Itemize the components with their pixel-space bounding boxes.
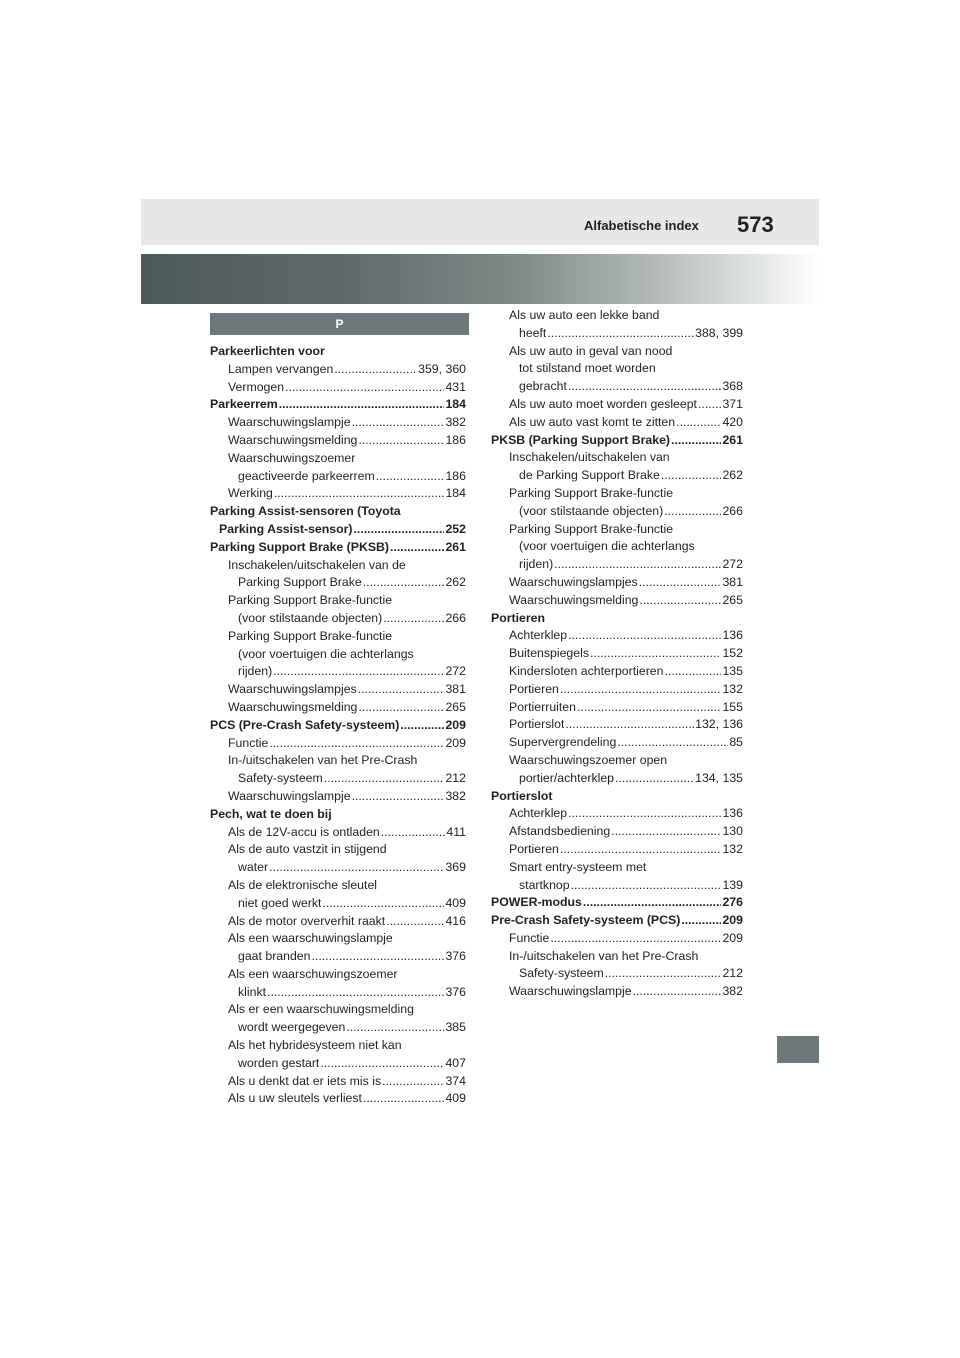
dot-leader — [279, 396, 445, 414]
index-entry-text: Smart entry-systeem met — [509, 859, 647, 874]
index-entry — [491, 325, 743, 343]
index-entry-text: Parking Assist-sensor) — [219, 521, 353, 536]
index-entry — [491, 699, 743, 717]
index-entry — [491, 645, 743, 663]
dot-leader — [324, 770, 445, 788]
index-entry — [210, 717, 466, 735]
index-entry-text: Als een waarschuwingslampje — [228, 931, 393, 946]
index-entry — [491, 752, 743, 770]
index-entry-text: Waarschuwingslampjes — [509, 574, 638, 589]
index-entry — [210, 379, 466, 397]
index-entry — [210, 343, 466, 361]
index-entry — [210, 592, 466, 610]
dot-leader — [590, 645, 721, 663]
index-entry — [210, 485, 466, 503]
index-entry — [491, 307, 743, 325]
index-entry-text: Als uw auto moet worden gesleept — [509, 396, 697, 411]
index-entry-text: Waarschuwingslampjes — [228, 682, 357, 697]
index-entry — [491, 467, 743, 485]
index-entry-page: 132 — [722, 681, 743, 696]
dot-leader — [386, 913, 444, 931]
index-entry — [210, 361, 466, 379]
index-entry — [491, 716, 743, 734]
index-entry — [210, 1001, 466, 1019]
index-entry — [210, 414, 466, 432]
index-entry-text: POWER-modus — [491, 895, 582, 910]
index-entry — [491, 574, 743, 592]
index-entry-page: 272 — [445, 664, 466, 679]
index-entry-page: 369 — [445, 860, 466, 875]
index-entry — [210, 895, 466, 913]
dot-leader — [547, 325, 694, 343]
index-entry — [210, 735, 466, 753]
index-entry-page: 276 — [722, 895, 743, 910]
index-entry-page: 184 — [445, 486, 466, 501]
index-entry — [491, 610, 743, 628]
index-entry — [491, 894, 743, 912]
index-entry — [491, 841, 743, 859]
dot-leader — [583, 894, 722, 912]
index-entry — [210, 752, 466, 770]
dot-leader — [568, 627, 721, 645]
index-entry-text: Afstandsbediening — [509, 824, 611, 839]
index-entry — [491, 503, 743, 521]
index-entry-page: 411 — [446, 824, 466, 839]
index-entry — [210, 468, 466, 486]
index-entry — [491, 788, 743, 806]
index-entry-text: (voor voertuigen die achterlangs — [238, 646, 414, 661]
index-entry-text: Als de auto vastzit in stijgend — [228, 842, 387, 857]
dot-leader — [320, 1055, 444, 1073]
dot-leader — [358, 432, 444, 450]
index-entry-text: Portierslot — [509, 717, 565, 732]
index-entry — [210, 557, 466, 575]
index-entry — [491, 859, 743, 877]
index-entry-page: 262 — [722, 468, 743, 483]
index-entry-text: heeft — [519, 325, 547, 340]
index-entry-text: Supervergrendeling — [509, 735, 617, 750]
index-entry-text: Pre-Crash Safety-systeem (PCS) — [491, 913, 681, 928]
index-entry-page: 186 — [445, 432, 466, 447]
index-entry-page: 209 — [722, 913, 743, 928]
index-entry-text: Inschakelen/uitschakelen van de — [228, 557, 406, 572]
dot-leader — [273, 663, 444, 681]
index-entry-text: tot stilstand moet worden — [519, 361, 656, 376]
index-entry — [210, 521, 466, 539]
index-entry-text: Waarschuwingszoemer — [228, 450, 356, 465]
dot-leader — [382, 1073, 444, 1091]
decorative-gradient-bar — [141, 254, 819, 304]
index-entry — [210, 450, 466, 468]
dot-leader — [400, 717, 444, 735]
dot-leader — [269, 859, 444, 877]
index-entry-page: 420 — [722, 414, 743, 429]
dot-leader — [381, 824, 446, 842]
dot-leader — [274, 485, 445, 503]
dot-leader — [661, 467, 722, 485]
dot-leader — [639, 592, 721, 610]
index-entry-text: portier/achterklep — [519, 770, 615, 785]
index-entry-page: 266 — [445, 610, 466, 625]
index-entry-text: Portieren — [509, 841, 559, 856]
index-entry-page: 212 — [445, 771, 466, 786]
index-entry — [491, 538, 743, 556]
index-entry — [491, 681, 743, 699]
dot-leader — [671, 432, 721, 450]
dot-leader — [358, 681, 445, 699]
index-entry-text: Parkeerrem — [210, 397, 278, 412]
index-entry — [491, 805, 743, 823]
index-entry-page: 252 — [445, 521, 466, 536]
index-entry — [491, 378, 743, 396]
dot-leader — [354, 521, 445, 539]
index-entry-text: Waarschuwingsmelding — [509, 592, 639, 607]
index-entry-page: 261 — [722, 432, 743, 447]
dot-leader — [267, 984, 444, 1002]
index-entry — [210, 1037, 466, 1055]
index-entry — [491, 948, 743, 966]
index-entry-text: de Parking Support Brake — [519, 468, 660, 483]
index-entry-text: rijden) — [519, 557, 554, 572]
dot-leader — [633, 983, 722, 1001]
dot-leader — [376, 468, 445, 486]
index-entry — [491, 556, 743, 574]
index-entry-text: Parking Support Brake — [238, 575, 362, 590]
index-entry-text: Als het hybridesysteem niet kan — [228, 1038, 402, 1053]
index-entry-text: Safety-systeem — [519, 966, 604, 981]
index-entry — [491, 770, 743, 788]
index-entry-page: 212 — [722, 966, 743, 981]
index-entry-text: Lampen vervangen — [228, 361, 334, 376]
index-entry-text: startknop — [519, 877, 570, 892]
index-entry-text: wordt weergegeven — [238, 1020, 346, 1035]
index-entry-text: niet goed werkt — [238, 895, 322, 910]
index-entry-text: Waarschuwingslampje — [228, 788, 351, 803]
index-entry-text: PKSB (Parking Support Brake) — [491, 432, 671, 447]
index-column-right — [491, 307, 743, 1001]
index-entry-page: 368 — [722, 379, 743, 394]
dot-leader — [352, 414, 445, 432]
dot-leader — [681, 912, 721, 930]
index-entry-text: Waarschuwingsmelding — [228, 699, 358, 714]
index-entry-text: Als er een waarschuwingsmelding — [228, 1002, 414, 1017]
index-entry-page: 409 — [445, 895, 466, 910]
dot-leader — [269, 735, 444, 753]
index-entry-page: 409 — [445, 1091, 466, 1106]
index-entry-page: 136 — [722, 628, 743, 643]
index-entry-text: Inschakelen/uitschakelen van — [509, 450, 670, 465]
index-entry — [491, 592, 743, 610]
index-entry-page: 359, 360 — [418, 361, 466, 376]
index-entry — [210, 574, 466, 592]
dot-leader — [285, 379, 444, 397]
dot-leader — [550, 930, 721, 948]
index-entry-page: 381 — [722, 574, 743, 589]
index-entry — [210, 503, 466, 521]
index-entry-page: 134, 135 — [695, 770, 743, 785]
dot-leader — [676, 414, 721, 432]
dot-leader — [346, 1019, 444, 1037]
index-entry-page: 184 — [445, 397, 466, 412]
index-entry-page: 374 — [445, 1073, 466, 1088]
index-entry — [491, 414, 743, 432]
index-entry-text: Vermogen — [228, 379, 285, 394]
index-entry — [491, 396, 743, 414]
index-entry-text: gebracht — [519, 379, 567, 394]
dot-leader — [565, 716, 694, 734]
index-entry-page: 209 — [445, 735, 466, 750]
index-entry-text: Parking Support Brake-functie — [228, 628, 393, 643]
index-entry-page: 416 — [445, 913, 466, 928]
index-entry-page: 382 — [445, 788, 466, 803]
index-entry — [210, 432, 466, 450]
index-entry — [210, 984, 466, 1002]
index-entry — [210, 1090, 466, 1108]
index-entry — [210, 396, 466, 414]
index-entry-text: Achterklep — [509, 806, 568, 821]
index-entry-text: (voor voertuigen die achterlangs — [519, 539, 695, 554]
index-entry — [210, 859, 466, 877]
index-entry — [210, 610, 466, 628]
index-entry — [491, 343, 743, 361]
index-entry-page: 155 — [722, 699, 743, 714]
index-entry-text: In-/uitschakelen van het Pre-Crash — [228, 753, 418, 768]
index-entry — [491, 521, 743, 539]
index-entry-page: 135 — [722, 663, 743, 678]
index-entry-page: 136 — [722, 806, 743, 821]
index-entry-page: 272 — [722, 557, 743, 572]
dot-leader — [611, 823, 721, 841]
index-entry-text: Als u denkt dat er iets mis is — [228, 1073, 382, 1088]
index-entry — [210, 539, 466, 557]
dot-leader — [363, 1090, 445, 1108]
index-entry — [491, 432, 743, 450]
index-entry-text: Functie — [228, 735, 269, 750]
index-entry-page: 385 — [445, 1020, 466, 1035]
index-entry — [491, 627, 743, 645]
index-entry-page: 265 — [445, 699, 466, 714]
index-entry-text: Parking Assist-sensoren (Toyota — [210, 504, 401, 519]
index-entry — [210, 770, 466, 788]
dot-leader — [383, 610, 444, 628]
index-entry-page: 139 — [722, 877, 743, 892]
index-entry-page: 266 — [722, 503, 743, 518]
index-entry-text: Portierruiten — [509, 699, 576, 714]
index-entry — [210, 966, 466, 984]
index-entry-text: geactiveerde parkeerrem — [238, 468, 375, 483]
index-entry — [491, 823, 743, 841]
index-entry-page: 85 — [729, 735, 743, 750]
index-entry-page: 186 — [445, 468, 466, 483]
index-entry-text: Portierslot — [491, 788, 553, 803]
dot-leader — [554, 556, 721, 574]
index-entry — [210, 1073, 466, 1091]
index-entry-page: 382 — [445, 415, 466, 430]
index-entry — [491, 912, 743, 930]
index-entry-page: 381 — [445, 682, 466, 697]
index-entry — [210, 681, 466, 699]
index-entry-text: Safety-systeem — [238, 771, 323, 786]
dot-leader — [322, 895, 444, 913]
index-entry-text: Parkeerlichten voor — [210, 344, 325, 358]
index-entry-text: klinkt — [238, 984, 267, 999]
index-entry-page: 388, 399 — [695, 325, 743, 340]
index-entry — [210, 824, 466, 842]
index-entry-text: Functie — [509, 930, 550, 945]
index-entry-text: rijden) — [238, 664, 273, 679]
index-entry-text: Buitenspiegels — [509, 646, 589, 661]
index-entry-page: 376 — [445, 949, 466, 964]
index-entry — [491, 449, 743, 467]
dot-leader — [358, 699, 444, 717]
dot-leader — [639, 574, 722, 592]
index-entry-text: worden gestart — [238, 1055, 320, 1070]
index-entry — [491, 485, 743, 503]
index-entry-text: Kindersloten achterportieren — [509, 663, 664, 678]
dot-leader — [390, 539, 444, 557]
index-entry-text: In-/uitschakelen van het Pre-Crash — [509, 948, 699, 963]
index-entry-text: Parking Support Brake-functie — [228, 593, 393, 608]
index-entry-page: 431 — [445, 379, 466, 394]
index-entry-page: 407 — [445, 1055, 466, 1070]
index-entry-text: Waarschuwingslampje — [509, 984, 632, 999]
dot-leader — [617, 734, 728, 752]
dot-leader — [311, 948, 444, 966]
index-entry-text: Portieren — [491, 610, 545, 625]
index-entry-text: Als de 12V-accu is ontladen — [228, 824, 380, 839]
dot-leader — [605, 965, 722, 983]
index-entry-page: 209 — [722, 930, 743, 945]
section-title: Alfabetische index — [584, 218, 699, 233]
index-entry-text: Achterklep — [509, 628, 568, 643]
dot-leader — [664, 503, 721, 521]
index-entry — [491, 930, 743, 948]
index-entry — [210, 930, 466, 948]
index-entry-text: Als de motor oververhit raakt — [228, 913, 386, 928]
dot-leader — [568, 805, 721, 823]
index-entry-text: (voor stilstaande objecten) — [238, 610, 383, 625]
index-entry-page: 376 — [445, 984, 466, 999]
index-entry — [210, 841, 466, 859]
index-entry — [210, 806, 466, 824]
index-entry-text: Waarschuwingsmelding — [228, 432, 358, 447]
index-entry-text: water — [238, 860, 269, 875]
dot-leader — [363, 574, 445, 592]
index-entry — [491, 734, 743, 752]
index-entry — [210, 1019, 466, 1037]
dot-leader — [615, 770, 694, 788]
index-entry-page: 261 — [445, 539, 466, 554]
index-entry — [491, 360, 743, 378]
index-entry-page: 262 — [445, 575, 466, 590]
dot-leader — [568, 378, 722, 396]
index-entry-page: 382 — [722, 984, 743, 999]
index-entry-text: Als uw auto vast komt te zitten — [509, 414, 676, 429]
index-entry — [210, 948, 466, 966]
index-entry — [210, 1055, 466, 1073]
index-entry-page: 265 — [722, 592, 743, 607]
dot-leader — [560, 841, 722, 859]
index-entry-page: 132 — [722, 841, 743, 856]
index-entry-text: Als u uw sleutels verliest — [228, 1091, 362, 1106]
index-entry-text: Als uw auto een lekke band — [509, 308, 660, 322]
index-entry-text: Pech, wat te doen bij — [210, 806, 332, 821]
dot-leader — [665, 663, 722, 681]
index-entry-text: Waarschuwingslampje — [228, 415, 351, 430]
index-entry-page: 132, 136 — [695, 717, 743, 732]
dot-leader — [560, 681, 722, 699]
index-entry-text: Als uw auto in geval van nood — [509, 343, 673, 358]
index-entry — [210, 628, 466, 646]
index-letter-heading: P — [210, 313, 469, 335]
index-entry — [210, 699, 466, 717]
chapter-side-tab — [777, 1036, 819, 1063]
dot-leader — [577, 699, 721, 717]
index-entry-text: Als de elektronische sleutel — [228, 877, 378, 892]
index-entry — [491, 877, 743, 895]
index-entry-page: 371 — [722, 396, 743, 411]
index-entry-text: Parking Support Brake-functie — [509, 521, 674, 536]
index-entry — [491, 965, 743, 983]
index-entry — [210, 646, 466, 664]
index-entry-text: gaat branden — [238, 949, 311, 964]
dot-leader — [698, 396, 721, 414]
index-entry — [491, 983, 743, 1001]
index-entry-text: Werking — [228, 486, 273, 501]
index-entry — [210, 913, 466, 931]
index-entry-page: 130 — [722, 824, 743, 839]
index-entry-text: Waarschuwingszoemer open — [509, 752, 668, 767]
index-entry-page: 209 — [445, 717, 466, 732]
dot-leader — [352, 788, 445, 806]
index-entry-text: Portieren — [509, 681, 559, 696]
dot-leader — [334, 361, 417, 379]
index-entry — [210, 788, 466, 806]
dot-leader — [571, 877, 722, 895]
page-number: 573 — [737, 212, 774, 237]
index-entry — [491, 663, 743, 681]
index-entry — [210, 877, 466, 895]
header-band — [141, 199, 819, 245]
index-entry — [210, 663, 466, 681]
index-entry-page: 152 — [722, 646, 743, 661]
index-column-left — [210, 343, 466, 1108]
index-entry-text: PCS (Pre-Crash Safety-systeem) — [210, 717, 400, 732]
index-entry-text: Als een waarschuwingszoemer — [228, 966, 398, 981]
index-entry-text: (voor stilstaande objecten) — [519, 503, 664, 518]
index-entry-text: Parking Support Brake-functie — [509, 485, 674, 500]
index-entry-text: Parking Support Brake (PKSB) — [210, 539, 390, 554]
